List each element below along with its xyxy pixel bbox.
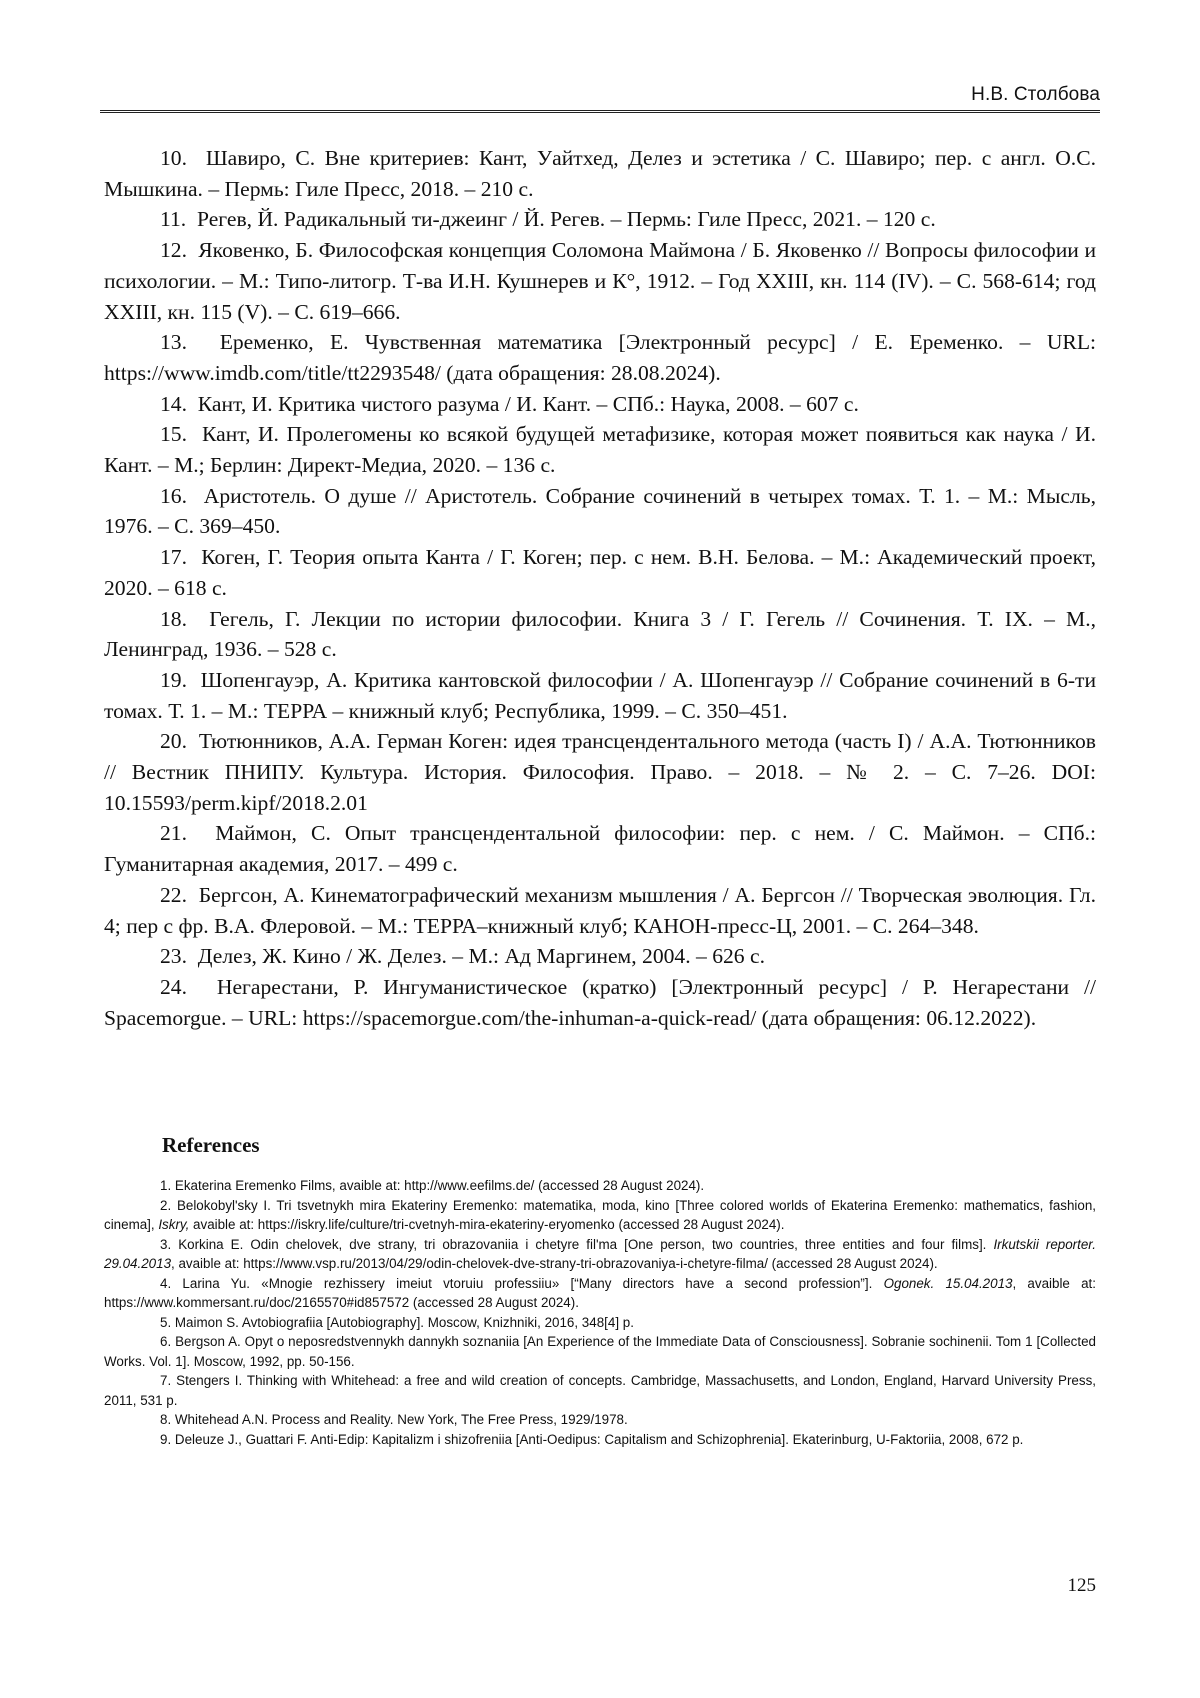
- bibliography-entry: [104, 235, 1096, 327]
- entry-text: Делез, Ж. Кино / Ж. Делез. – М.: Ад Маргинем, 2004. – 626 с.: [198, 944, 765, 968]
- references-heading: References: [162, 1133, 260, 1158]
- reference-entry: [104, 1274, 1096, 1313]
- entry-number: 15.: [160, 422, 187, 446]
- entry-number: 18.: [160, 607, 187, 631]
- bibliography-entry: [104, 389, 1096, 420]
- entry-text: Маймон, С. Опыт трансцендентальной философии: пер. с нем. / С. Маймон. – СПб.: Гуманитарная академия, 2017. – 499 с.: [104, 821, 1096, 876]
- ref-source: Iskry,: [158, 1217, 189, 1232]
- entry-text: Шопенгауэр, А. Критика кантовской философии / А. Шопенгауэр // Собрание сочинений в 6-ти томах. Т. 1. – М.: ТЕРРА – книжный клуб; Республика, 1999. – С. 350–451.: [104, 668, 1096, 723]
- ref-number: 5.: [160, 1315, 171, 1330]
- bibliography-entry: [104, 327, 1096, 388]
- entry-number: 16.: [160, 484, 187, 508]
- ref-source: Ogonek. 15.04.2013: [884, 1276, 1013, 1291]
- ref-text: Belokobyl'sky I. Tri tsvetnykh mira Ekateriny Eremenko: matematika, moda, kino [Three colored worlds of Ekaterina Eremenko: mathematics, fashion, cinema],: [104, 1198, 1096, 1233]
- entry-number: 10.: [160, 146, 187, 170]
- entry-text: Негарестани, Р. Ингуманистическое (кратко) [Электронный ресурс] / Р. Негарестани // Spacemorgue. – URL: https://spacemorgue.com/the-inhuman-a-quick-read/ (дата обращения: 06.12.2022).: [104, 975, 1096, 1030]
- ref-text: Bergson A. Opyt o neposredstvennykh dannykh soznaniia [An Experience of the Immediate Data of Consciousness]. Sobranie sochinenii. Tom 1 [Collected Works. Vol. 1]. Moscow, 1992, pp. 50-156.: [104, 1334, 1096, 1369]
- bibliography-entry: [104, 204, 1096, 235]
- entry-number: 14.: [160, 392, 187, 416]
- ref-text: Korkina E. Odin chelovek, dve strany, tri obrazovaniia i chetyre fil'ma [One person, two countries, three entities and four films].: [178, 1237, 993, 1252]
- ref-number: 6.: [160, 1334, 171, 1349]
- bibliography-entry: [104, 604, 1096, 665]
- bibliography-entry: [104, 419, 1096, 480]
- reference-entry: [104, 1176, 1096, 1196]
- bibliography-list: [104, 143, 1096, 1033]
- bibliography-entry: [104, 818, 1096, 879]
- ref-text: Larina Yu. «Mnogie rezhissery imeiut vtoruiu professiiu» [“Many directors have a second profession”].: [182, 1276, 883, 1291]
- entry-text: Кант, И. Пролегомены ко всякой будущей метафизике, которая может появиться как наука / И. Кант. – М.; Берлин: Директ-Медиа, 2020. – 136 с.: [104, 422, 1096, 477]
- entry-number: 13.: [160, 330, 187, 354]
- bibliography-entry: [104, 481, 1096, 542]
- ref-source: Irkutskii reporter. 29.04.2013: [104, 1237, 1096, 1272]
- ref-text-tail: , avaible at: https://www.kommersant.ru/doc/2165570#id857572 (accessed 28 August 2024).: [104, 1276, 1096, 1311]
- entry-number: 12.: [160, 238, 187, 262]
- entry-number: 22.: [160, 883, 187, 907]
- ref-text: Deleuze J., Guattari F. Anti-Edip: Kapitalizm i shizofreniia [Anti-Oedipus: Capitalism and Schizophrenia]. Ekaterinburg, U-Faktoriia, 2008, 672 p.: [175, 1432, 1024, 1447]
- bibliography-entry: [104, 726, 1096, 818]
- ref-number: 4.: [160, 1276, 171, 1291]
- entry-text: Кант, И. Критика чистого разума / И. Кант. – СПб.: Наука, 2008. – 607 с.: [198, 392, 859, 416]
- ref-number: 3.: [160, 1237, 171, 1252]
- entry-text: Коген, Г. Теория опыта Канта / Г. Коген; пер. с нем. В.Н. Белова. – М.: Академический проект, 2020. – 618 с.: [104, 545, 1096, 600]
- entry-text: Еременко, Е. Чувственная математика [Электронный ресурс] / Е. Еременко. – URL: https://www.imdb.com/title/tt2293548/ (дата обращения: 28.08.2024).: [104, 330, 1096, 385]
- entry-number: 20.: [160, 729, 187, 753]
- bibliography-entry: [104, 880, 1096, 941]
- reference-entry: [104, 1332, 1096, 1371]
- entry-number: 19.: [160, 668, 187, 692]
- page-number: 125: [1068, 1575, 1097, 1597]
- bibliography-entry: [104, 542, 1096, 603]
- entry-text: Шавиро, С. Вне критериев: Кант, Уайтхед, Делез и эстетика / С. Шавиро; пер. с англ. О.С. Мышкина. – Пермь: Гиле Пресс, 2018. – 210 с.: [104, 146, 1096, 201]
- ref-text: Ekaterina Eremenko Films, avaible at: http://www.eefilms.de/ (accessed 28 August 2024).: [175, 1178, 704, 1193]
- entry-number: 24.: [160, 975, 187, 999]
- running-header: [100, 84, 1100, 113]
- bibliography-entry: [104, 972, 1096, 1033]
- ref-number: 8.: [160, 1412, 171, 1427]
- entry-number: 11.: [160, 207, 186, 231]
- entry-number: 21.: [160, 821, 187, 845]
- ref-number: 9.: [160, 1432, 171, 1447]
- reference-entry: [104, 1235, 1096, 1274]
- ref-number: 7.: [160, 1373, 171, 1388]
- entry-text: Бергсон, А. Кинематографический механизм мышления / А. Бергсон // Творческая эволюция. Гл. 4; пер с фр. В.А. Флеровой. – М.: ТЕРРА–книжный клуб; КАНОН-пресс-Ц, 2001. – С. 264–348.: [104, 883, 1096, 938]
- bibliography-entry: [104, 143, 1096, 204]
- bibliography-entry: [104, 665, 1096, 726]
- reference-entry: [104, 1410, 1096, 1430]
- reference-entry: [104, 1196, 1096, 1235]
- ref-text: Stengers I. Thinking with Whitehead: a free and wild creation of concepts. Cambridge, Massachusetts, and London, England, Harvard University Press, 2011, 531 p.: [104, 1373, 1096, 1408]
- entry-text: Тютюнников, А.А. Герман Коген: идея трансцендентального метода (часть I) / А.А. Тютюнников // Вестник ПНИПУ. Культура. История. Философия. Право. – 2018. – № 2. – С. 7–26. DOI: 10.15593/perm.kipf/2018.2.01: [104, 729, 1096, 814]
- entry-text: Регев, Й. Радикальный ти-джеинг / Й. Регев. – Пермь: Гиле Пресс, 2021. – 120 с.: [197, 207, 936, 231]
- entry-number: 17.: [160, 545, 187, 569]
- reference-entry: [104, 1430, 1096, 1450]
- ref-text-tail: avaible at: https://iskry.life/culture/tri-cvetnyh-mira-ekateriny-eryomenko (accessed 28 August 2024).: [189, 1217, 784, 1232]
- ref-number: 2.: [160, 1198, 171, 1213]
- references-list: [104, 1176, 1096, 1449]
- header-author: Н.В. Столбова: [971, 84, 1100, 105]
- reference-entry: [104, 1313, 1096, 1333]
- ref-number: 1.: [160, 1178, 171, 1193]
- entry-text: Аристотель. О душе // Аристотель. Собрание сочинений в четырех томах. Т. 1. – М.: Мысль, 1976. – С. 369–450.: [104, 484, 1096, 539]
- bibliography-entry: [104, 941, 1096, 972]
- ref-text: Maimon S. Avtobiografiia [Autobiography]. Moscow, Knizhniki, 2016, 348[4] p.: [175, 1315, 634, 1330]
- ref-text: Whitehead A.N. Process and Reality. New York, The Free Press, 1929/1978.: [175, 1412, 628, 1427]
- entry-number: 23.: [160, 944, 187, 968]
- entry-text: Гегель, Г. Лекции по истории философии. Книга 3 / Г. Гегель // Сочинения. Т. IX. – М., Ленинград, 1936. – 528 с.: [104, 607, 1096, 662]
- entry-text: Яковенко, Б. Философская концепция Соломона Маймона / Б. Яковенко // Вопросы философии и психологии. – М.: Типо-литогр. Т-ва И.Н. Кушнерев и К°, 1912. – Год XXIII, кн. 114 (IV). – С. 568-614; год XXIII, кн. 115 (V). – С. 619–666.: [104, 238, 1096, 323]
- reference-entry: [104, 1371, 1096, 1410]
- ref-text-tail: , avaible at: https://www.vsp.ru/2013/04/29/odin-chelovek-dve-strany-tri-obrazovaniya-i-chetyre-filma/ (accessed 28 August 2024).: [171, 1256, 938, 1271]
